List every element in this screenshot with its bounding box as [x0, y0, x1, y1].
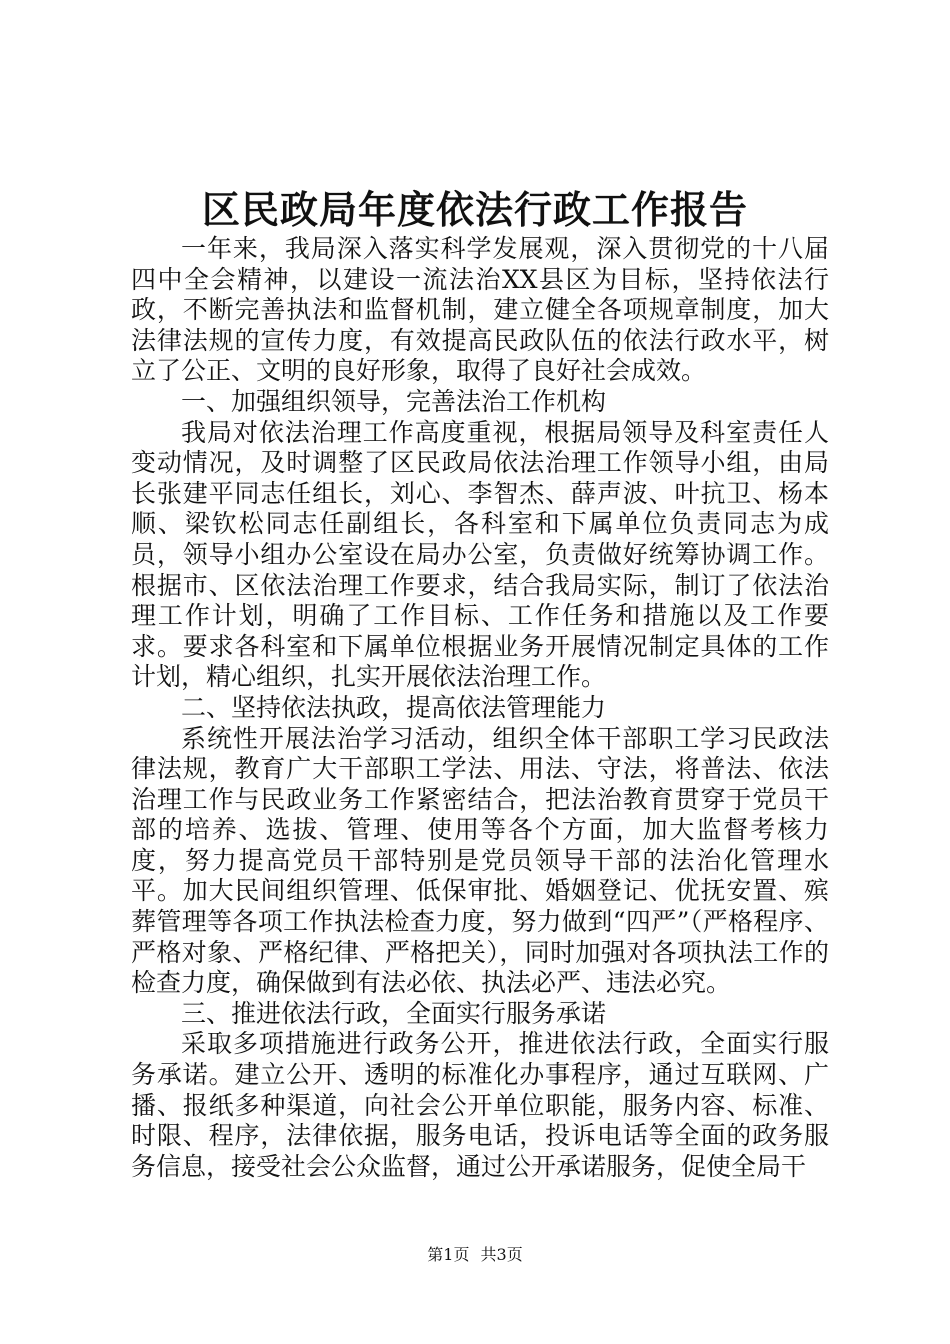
paragraph-section-2: 系统性开展法治学习活动，组织全体干部职工学习民政法律法规，教育广大干部职工学法、用法、守法，将普法、依法治理工作与民政业务工作紧密结合，把法治教育贯穿于党员干部的培养、选拔、管理、使用等各个方面，加大监督考核力度，努力提高党员干部特别是党员领导干部的法治化管理水平。加大民间组织管理、低保审批、婚姻登记、优抚安置、殡葬管理等各项工作执法检查力度，努力做到“四严”（严格程序、严格对象、严格纪律、严格把关），同时加强对各项执法工作的检查力度，确保做到有法必依、执法必严、违法必究。 — [131, 723, 829, 998]
section-heading-1: 一、加强组织领导，完善法治工作机构 — [181, 386, 607, 416]
page-number: 第1页 — [427, 1245, 470, 1264]
paragraph-section-1: 我局对依法治理工作高度重视，根据局领导及科室责任人变动情况，及时调整了区民政局依法治理工作领导小组，由局长张建平同志任组长，刘心、李智杰、薛声波、叶抗卫、杨本顺、梁钦松同志任副组长，各科室和下属单位负责同志为成员，领导小组办公室设在局办公室，负责做好统筹协调工作。根据市、区依法治理工作要求，结合我局实际，制订了依法治理工作计划，明确了工作目标、工作任务和措施以及工作要求。要求各科室和下属单位根据业务开展情况制定具体的工作计划，精心组织，扎实开展依法治理工作。 — [131, 417, 829, 692]
document-title: 区民政局年度依法行政工作报告 — [201, 187, 748, 232]
document-body — [131, 234, 829, 1182]
page-total: 共3页 — [480, 1245, 523, 1264]
paragraph-section-3: 采取多项措施进行政务公开，推进依法行政，全面实行服务承诺。建立公开、透明的标准化办事程序，通过互联网、广播、报纸多种渠道，向社会公开单位职能，服务内容、标准、时限、程序，法律依据，服务电话，投诉电话等全面的政务服务信息，接受社会公众监督，通过公开承诺服务，促使全局干 — [131, 1029, 829, 1181]
section-heading-2: 二、坚持依法执政，提高依法管理能力 — [181, 692, 607, 722]
section-heading-3: 三、推进依法行政，全面实行服务承诺 — [181, 998, 607, 1028]
paragraph-intro: 一年来，我局深入落实科学发展观，深入贯彻党的十八届四中全会精神，以建设一流法治XX县区为目标，坚持依法行政，不断完善执法和监督机制，建立健全各项规章制度，加大法律法规的宣传力度，有效提高民政队伍的依法行政水平，树立了公正、文明的良好形象，取得了良好社会成效。 — [131, 234, 829, 386]
page-footer — [0, 1245, 950, 1265]
